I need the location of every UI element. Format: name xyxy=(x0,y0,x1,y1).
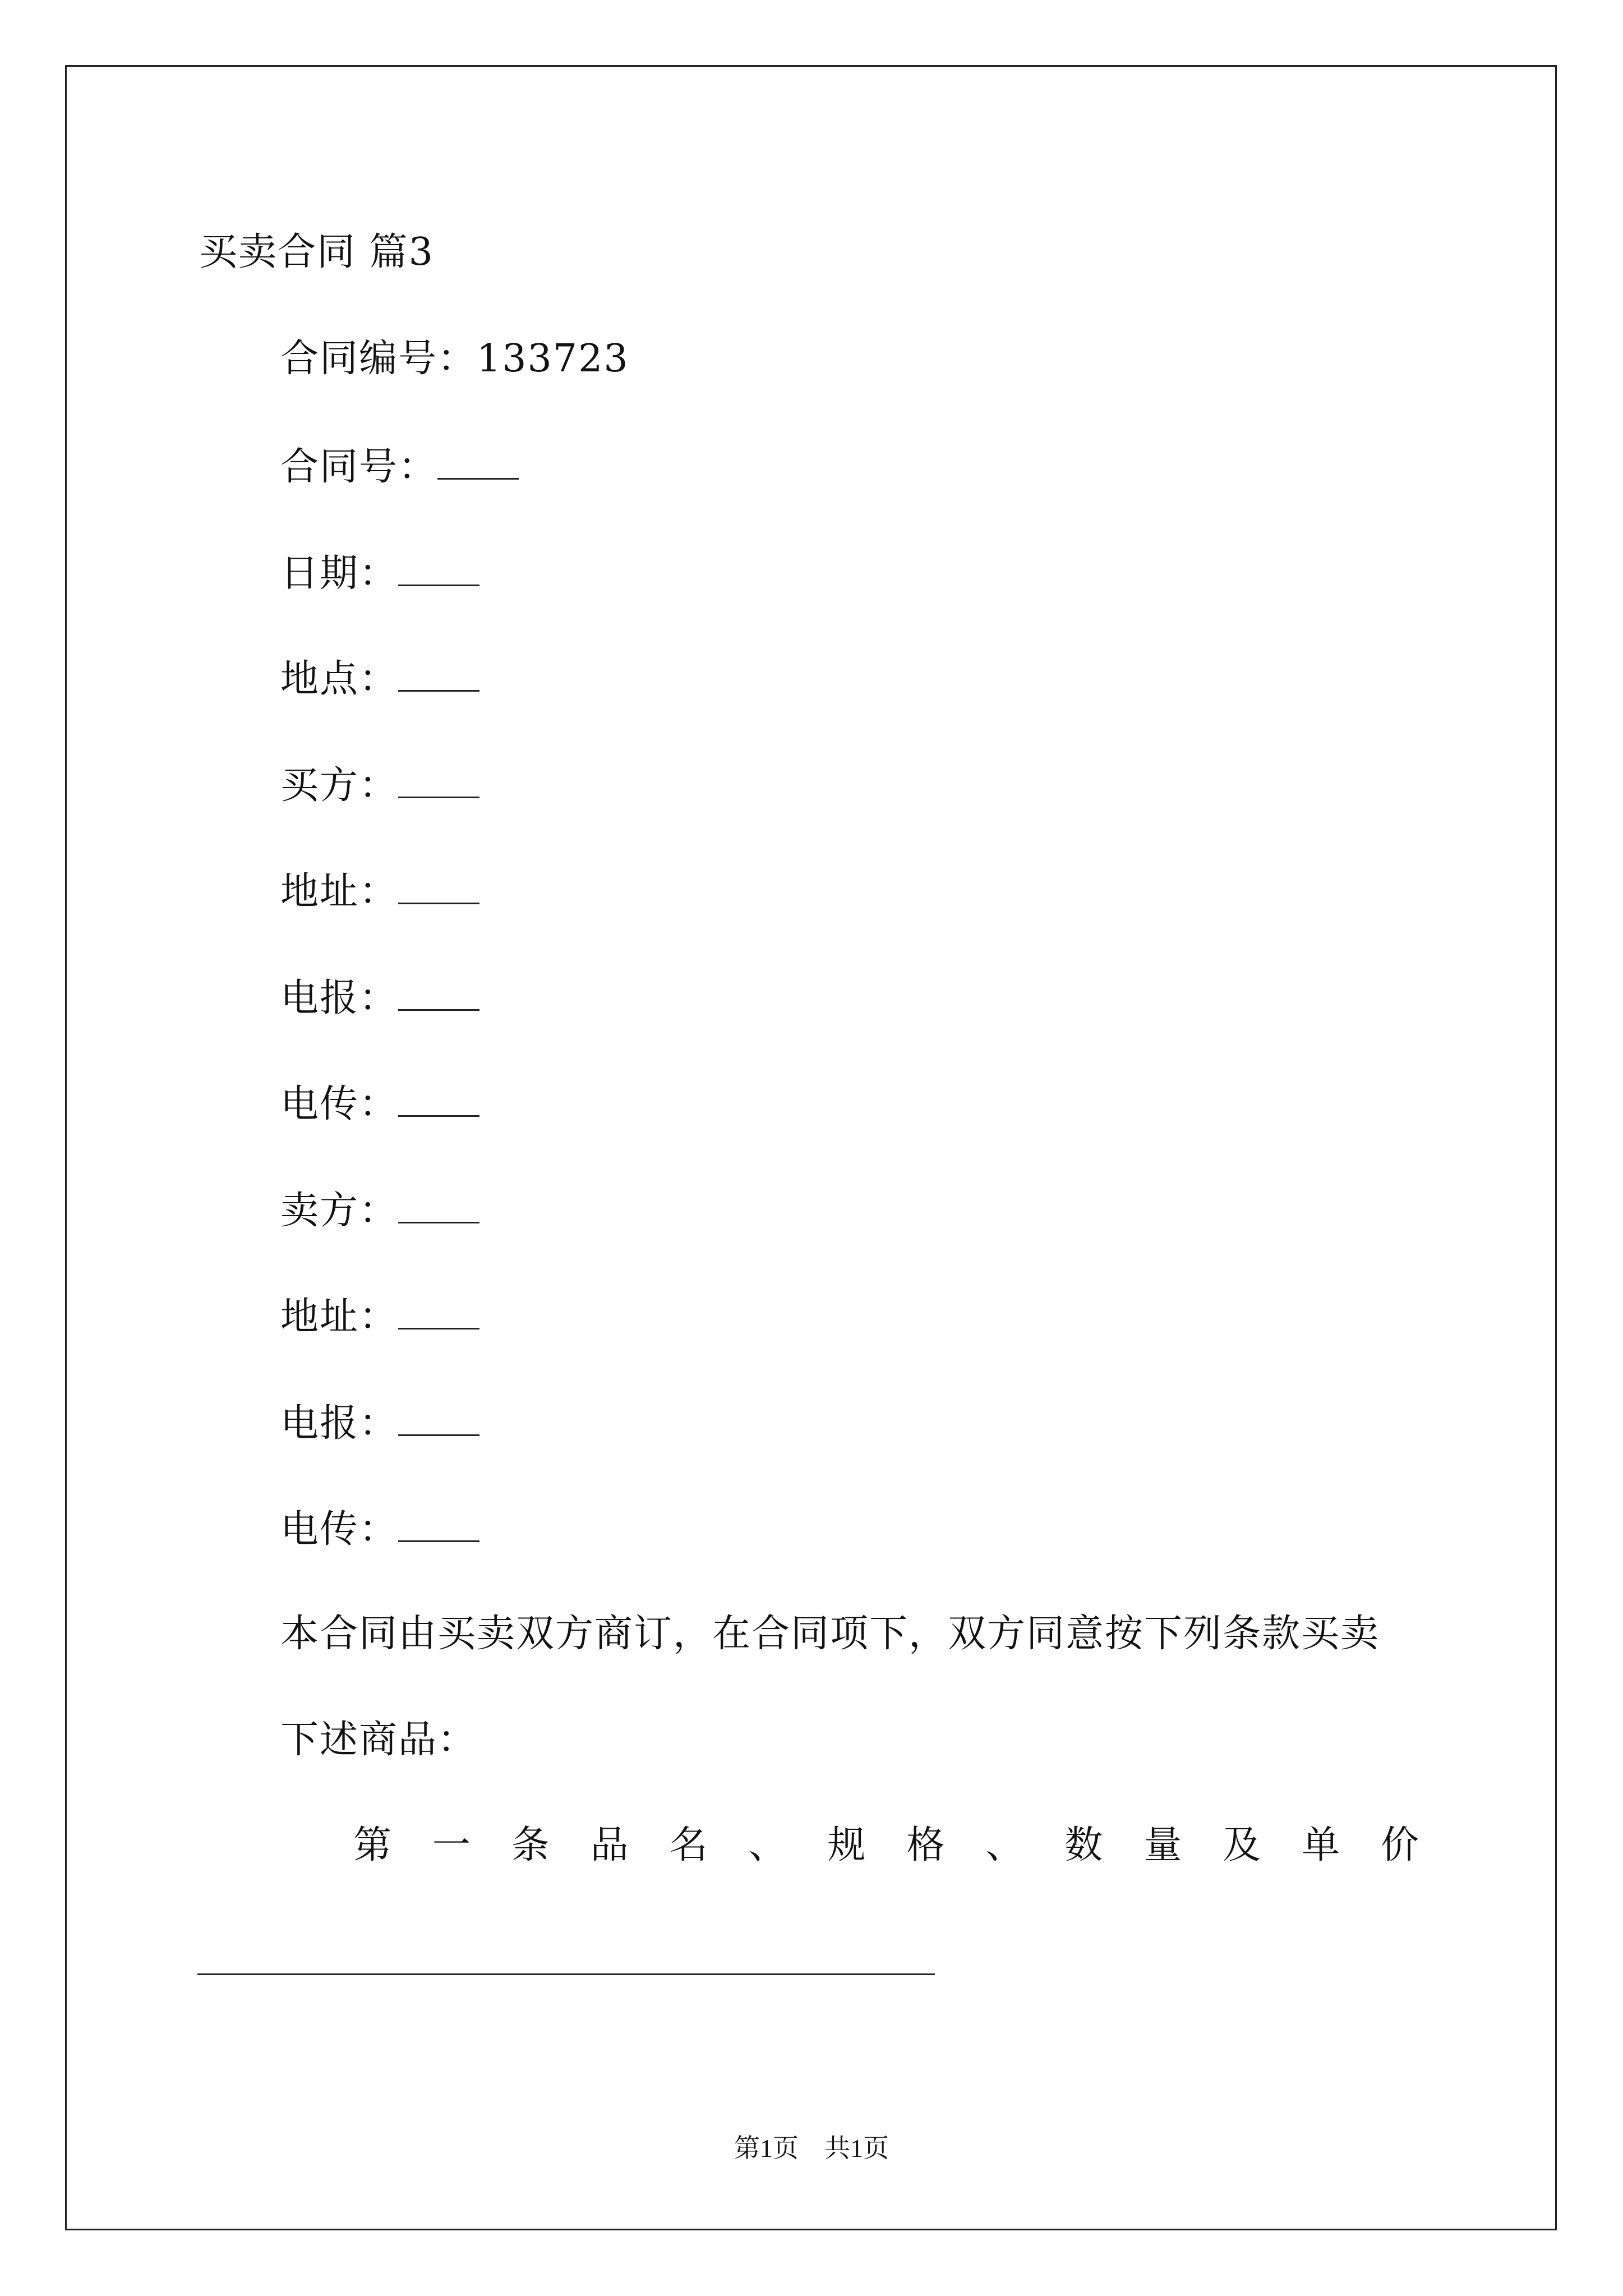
heading-char: 格 xyxy=(906,1823,945,1867)
blank-line xyxy=(398,974,479,1011)
heading-char: 规 xyxy=(827,1823,866,1867)
seller-telex-field xyxy=(280,1506,479,1552)
buyer-address-field xyxy=(280,868,479,914)
seller-field xyxy=(280,1187,479,1234)
buyer-telex-field xyxy=(280,1080,479,1127)
field-label: 电报： xyxy=(280,1401,399,1446)
document-title: 买卖合同 篇3 xyxy=(199,230,434,274)
field-label: 电传： xyxy=(280,1082,399,1126)
heading-char: 价 xyxy=(1380,1823,1419,1867)
article-1-heading xyxy=(353,1823,1419,1868)
heading-char: 单 xyxy=(1302,1823,1340,1867)
field-label: 地址： xyxy=(280,1295,399,1339)
buyer-field xyxy=(280,762,479,808)
heading-char: 、 xyxy=(748,1823,787,1867)
heading-char: 数 xyxy=(1064,1823,1103,1867)
paragraph-line: 本合同由买卖双方商订，在合同项下，双方同意按下列条款买卖 xyxy=(280,1612,1380,1656)
page-border xyxy=(65,65,1557,2230)
blank-line xyxy=(398,655,479,692)
field-label: 合同号： xyxy=(280,445,438,489)
field-label: 日期： xyxy=(280,551,399,596)
heading-char: 及 xyxy=(1223,1823,1261,1867)
field-label: 买方： xyxy=(280,763,399,808)
field-label: 地址： xyxy=(280,869,399,914)
blank-line xyxy=(398,868,479,904)
blank-line xyxy=(398,1080,479,1117)
heading-char: 一 xyxy=(432,1823,471,1867)
blank-line xyxy=(398,1400,479,1436)
field-label: 地点： xyxy=(280,657,399,701)
field-value: 133723 xyxy=(477,337,629,381)
heading-char: 名 xyxy=(669,1823,708,1867)
heading-char: 、 xyxy=(985,1823,1024,1867)
blank-line xyxy=(398,550,479,586)
blank-line xyxy=(437,443,519,480)
blank-line xyxy=(398,1506,479,1542)
contract-number-field xyxy=(280,337,629,381)
page-footer: 第1页 共1页 xyxy=(734,2134,889,2162)
seller-address-field xyxy=(280,1293,479,1340)
contract-no-field xyxy=(280,443,519,490)
heading-char: 条 xyxy=(511,1823,550,1867)
place-field xyxy=(280,655,479,702)
date-field xyxy=(280,550,479,596)
heading-char: 第 xyxy=(353,1823,392,1867)
heading-char: 量 xyxy=(1144,1823,1182,1867)
field-label: 电传： xyxy=(280,1507,399,1552)
fill-in-rule xyxy=(197,1973,935,1975)
seller-telegram-field xyxy=(280,1400,479,1446)
blank-line xyxy=(398,1187,479,1223)
heading-char: 品 xyxy=(590,1823,629,1867)
blank-line xyxy=(398,762,479,798)
field-label: 卖方： xyxy=(280,1189,399,1233)
buyer-telegram-field xyxy=(280,974,479,1021)
blank-line xyxy=(398,1293,479,1329)
field-label: 合同编号： xyxy=(280,337,477,381)
field-label: 电报： xyxy=(280,976,399,1020)
paragraph-line: 下述商品： xyxy=(280,1718,477,1762)
